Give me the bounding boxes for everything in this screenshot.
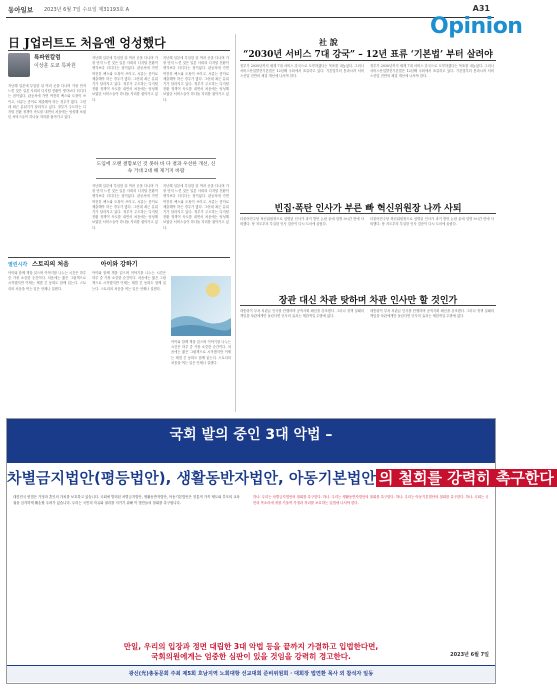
editorial-body-3a: 대통령이 부처 차관급 인사를 단행하며 공직사회 쇄신을 강조했다. 그러나 정책 실패의 책임을 차관에게만 돌린다면 인사의 효과는 제한적일 수밖에 없다. <box>240 309 364 319</box>
column-body-1: 지난해 일본에 부임한 뒤 여러 곳을 다니며 가장 먼저 느낀 것은 일본 사회의 디지털 전환이 생각보다 더디다는 점이었다. 관공서에 가면 여전히 팩스와 도장이 쓰이고, 서류는 종이로 제출해야 하는 경우가 많다. 그런데 최근 분위기가 달라지고 있다. 정부가 주도하는 디지털 전환 정책이 속도를 내면서 처음에는 엉성해 보였던 서비스들이 하나둘 자리를 잡아가고 있다. <box>8 84 86 120</box>
editorial-title-1: “2030년 서비스 7대 강국” – 12년 표류 ‘기본법’ 부터 살려야 <box>243 50 493 60</box>
divider <box>240 305 496 306</box>
editorial-body-2a: 더불어민주당 혁신위원장으로 임명된 인사가 과거 발언 논란 끝에 임명 9시간 만에 사퇴했다. 당 지도부의 부실한 인사 검증이 다시 도마에 올랐다. <box>240 217 364 227</box>
dateline: 2023년 6월 7일 수요일 제31193호 A <box>44 7 130 13</box>
ad-subheadline <box>7 467 554 488</box>
ad-demand-highlight: 의 철회를 강력히 촉구한다 <box>376 469 557 487</box>
author-label: 특파원칼럼 <box>34 55 61 61</box>
divider <box>240 213 496 214</box>
column-divider <box>235 34 236 412</box>
author-name: 이상훈 도쿄 특파원 <box>34 63 76 69</box>
advertisement <box>6 418 554 684</box>
illustration-photo <box>171 276 231 336</box>
ad-body-right: 하나. 우리는 차별금지법안의 철회를 촉구한다. 하나. 우리는 생활동반자법안의 철회를 촉구한다. 하나. 우리는 아동기본법안의 철회를 촉구한다. 하나. 국회는 국민의 목소리에 귀를 기울여 가정과 자녀를 보호하는 입법에 나서야 한다. <box>253 495 489 505</box>
ad-body-left: 대한민국 헌법은 가정과 혼인의 가치를 보호하고 있습니다. 국회에 발의된 차별금지법안, 생활동반자법안, 아동기본법안은 전통적 가족 제도와 부모의 교육권을 심각하게 훼손할 우려가 있습니다. 우리는 국민의 자유와 권리를 지키기 위해 이 법안들의 철회를 촉구합니다. <box>13 495 240 505</box>
ad-demand-2: 국회의원에게는 엄중한 심판이 있을 것임을 강력히 경고한다. <box>151 652 351 661</box>
bottom-body-2: 아이와 함께 책을 읽으며 이야기를 나누는 시간은 하루 중 가장 소중한 순간이다. 처음에는 짧은 그림책으로 시작했지만 이제는 제법 긴 동화도 함께 읽는다. 스토리의 처음을 여는 일은 언제나 설렌다. <box>92 271 166 291</box>
column-body-3: 지난해 일본에 부임한 뒤 여러 곳을 다니며 가장 먼저 느낀 것은 일본 사회의 디지털 전환이 생각보다 더디다는 점이었다. 관공서에 가면 여전히 팩스와 도장이 쓰이고, 서류는 종이로 제출해야 하는 경우가 많다. 그런데 최근 분위기가 달라지고 있다. 정부가 주도하는 디지털 전환 정책이 속도를 내면서 처음에는 엉성해 보였던 서비스들이 하나둘 자리를 잡아가고 있다. <box>163 56 229 102</box>
divider <box>8 50 230 51</box>
editorial-body-2b: 더불어민주당 혁신위원장으로 임명된 인사가 과거 발언 논란 끝에 임명 9시간 만에 사퇴했다. 당 지도부의 부실한 인사 검증이 다시 도마에 올랐다. <box>370 217 494 227</box>
ad-headline: 국회 발의 중인 3대 악법 – <box>169 427 333 443</box>
newspaper-logo: 동아일보 <box>8 6 34 14</box>
section-badge: Opinion <box>430 14 523 39</box>
bottom-body-3: 아이와 함께 책을 읽으며 이야기를 나누는 시간은 하루 중 가장 소중한 순간이다. 처음에는 짧은 그림책으로 시작했지만 이제는 제법 긴 동화도 함께 읽는다. 스토리의 처음을 여는 일은 언제나 설렌다. <box>171 340 231 365</box>
column-body-2: 지난해 일본에 부임한 뒤 여러 곳을 다니며 가장 먼저 느낀 것은 일본 사회의 디지털 전환이 생각보다 더디다는 점이었다. 관공서에 가면 여전히 팩스와 도장이 쓰이고, 서류는 종이로 제출해야 하는 경우가 많다. 그런데 최근 분위기가 달라지고 있다. 정부가 주도하는 디지털 전환 정책이 속도를 내면서 처음에는 엉성해 보였던 서비스들이 하나둘 자리를 잡아가고 있다. <box>92 56 158 102</box>
avatar <box>8 53 30 77</box>
pull-quote: 도입에 오랜 결함보인 것 못하 바 다 결과 우선한 개선, 신속 거대 2대 해 제거지 바람 <box>96 158 216 179</box>
editorial-tag: 社 說 <box>319 37 338 47</box>
ad-bill-names: 차별금지법안(평등법안), 생활동반자법안, 아동기본법안 <box>7 469 376 487</box>
editorial-body-1a: 정부가 2030년까지 세계 7대 서비스 강국으로 도약하겠다는 목표를 내놓았다. 그러나 서비스산업발전기본법은 12년째 국회에서 표류하고 있다. 기본법부터 통과시켜 서비스산업 전반의 체질 개선에 나서야 한다. <box>240 64 364 79</box>
editorial-title-3: 장관 대신 차관 탓하며 차관 인사만 할 것인가 <box>278 296 458 306</box>
editorial-body-3b: 대통령이 부처 차관급 인사를 단행하며 공직사회 쇄신을 강조했다. 그러나 정책 실패의 책임을 차관에게만 돌린다면 인사의 효과는 제한적일 수밖에 없다. <box>370 309 494 319</box>
divider <box>240 60 496 61</box>
bottom-column-header <box>8 259 230 269</box>
divider <box>8 257 230 258</box>
ad-header <box>7 419 495 463</box>
bottom-column-headline: 스토리의 처음 <box>32 261 69 268</box>
column-headline: 日 J업러트도 처음엔 엉성했다 <box>8 36 166 50</box>
masthead <box>6 3 494 18</box>
column-body-5: 지난해 일본에 부임한 뒤 여러 곳을 다니며 가장 먼저 느낀 것은 일본 사회의 디지털 전환이 생각보다 더디다는 점이었다. 관공서에 가면 여전히 팩스와 도장이 쓰이고, 서류는 종이로 제출해야 하는 경우가 많다. 그런데 최근 분위기가 달라지고 있다. 정부가 주도하는 디지털 전환 정책이 속도를 내면서 처음에는 엉성해 보였던 서비스들이 하나둘 자리를 잡아가고 있다. <box>163 184 229 230</box>
bottom-column-title: 아이와 강하기 <box>100 261 138 268</box>
author-box <box>8 53 88 79</box>
bottom-body-1: 아이와 함께 책을 읽으며 이야기를 나누는 시간은 하루 중 가장 소중한 순간이다. 처음에는 짧은 그림책으로 시작했지만 이제는 제법 긴 동화도 함께 읽는다. 스토리의 처음을 여는 일은 언제나 설렌다. <box>8 271 86 291</box>
section-label: 열린시각 <box>8 262 28 268</box>
ad-demand: 만일, 우리의 입장과 정면 대립한 3대 악법 등을 끝까지 가결하고 입법한다면, <box>123 642 379 651</box>
ad-footer: 광신(光)총동문회 주최 제5회 호남지역 노회대항 선교대회 준비위원회 · 대회장 법연환 목사 외 참석자 일동 <box>7 665 495 682</box>
page-number: A31 <box>472 4 490 13</box>
ad-date: 2023년 6월 7일 <box>450 652 489 658</box>
editorial-body-1b: 정부가 2030년까지 세계 7대 서비스 강국으로 도약하겠다는 목표를 내놓았다. 그러나 서비스산업발전기본법은 12년째 국회에서 표류하고 있다. 기본법부터 통과시켜 서비스산업 전반의 체질 개선에 나서야 한다. <box>370 64 494 79</box>
column-body-4: 지난해 일본에 부임한 뒤 여러 곳을 다니며 가장 먼저 느낀 것은 일본 사회의 디지털 전환이 생각보다 더디다는 점이었다. 관공서에 가면 여전히 팩스와 도장이 쓰이고, 서류는 종이로 제출해야 하는 경우가 많다. 그런데 최근 분위기가 달라지고 있다. 정부가 주도하는 디지털 전환 정책이 속도를 내면서 처음에는 엉성해 보였던 서비스들이 하나둘 자리를 잡아가고 있다. <box>92 184 158 230</box>
editorial-title-2: 빈집·폭탄 인사가 부른 빠 혁신위원장 나까 사퇴 <box>274 204 462 214</box>
